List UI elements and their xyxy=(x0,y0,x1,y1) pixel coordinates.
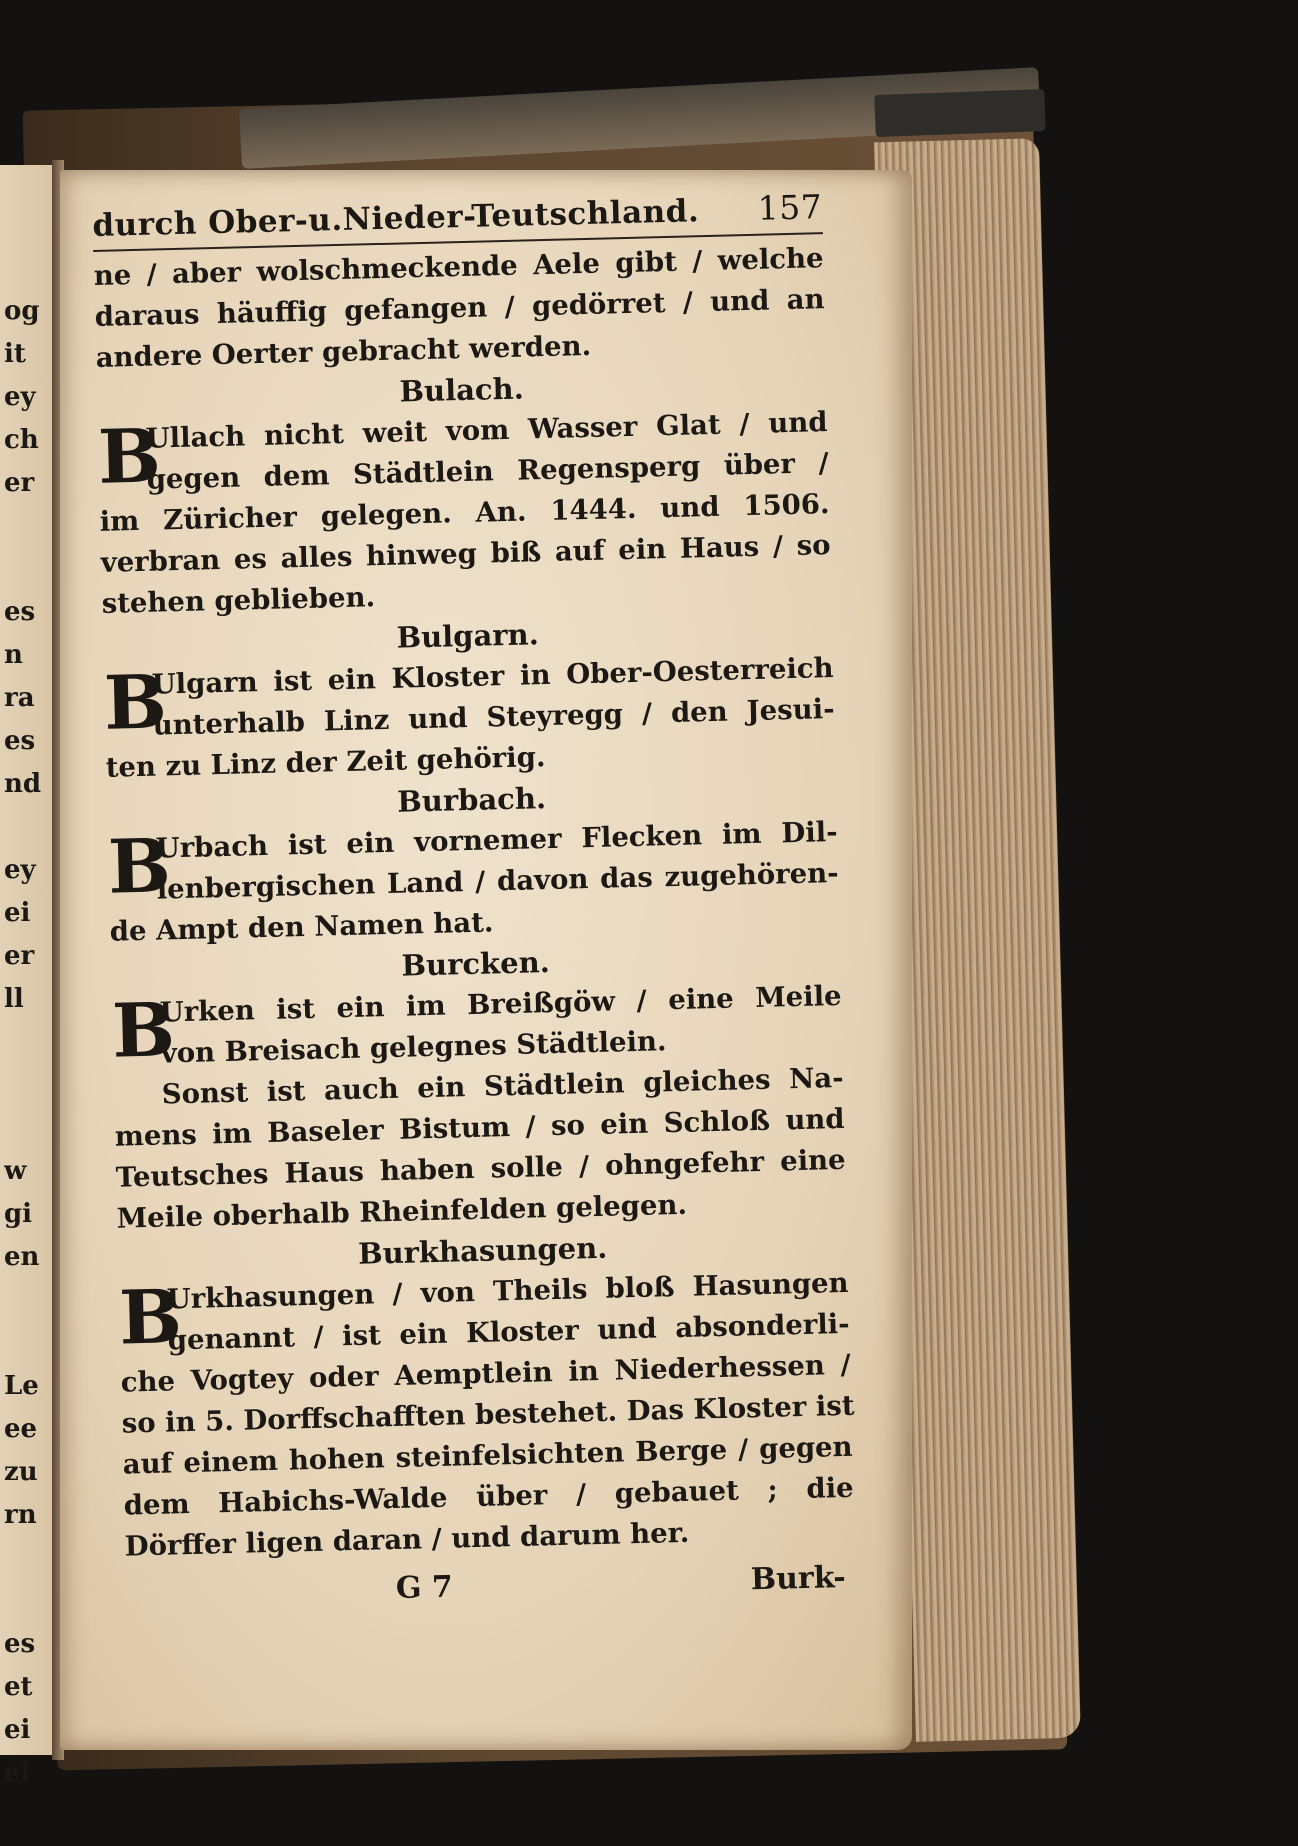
left-page-fragment xyxy=(4,1580,52,1623)
text-line: Teutsches Haus haben solle / ohngefehr eine xyxy=(115,1143,846,1194)
left-page-fragment: ey xyxy=(4,855,36,885)
text-line: im Züricher gelegen. An. 1444. und 1506. xyxy=(99,488,830,538)
entry-heading: Bulach. xyxy=(399,371,525,409)
left-page-fragment xyxy=(4,1021,52,1064)
text-line: so in 5. Dorffschafften bestehet. Das Kloster ist xyxy=(121,1389,855,1440)
left-page-fragment: og xyxy=(4,296,40,326)
drop-cap: B xyxy=(97,413,162,501)
left-page-text-fragments xyxy=(4,290,52,1795)
left-page-fragment: w xyxy=(4,1156,27,1186)
text-line: gegen dem Städtlein Regensperg über / xyxy=(146,447,829,496)
opening-lines xyxy=(155,812,839,911)
text-line: andere Oerter gebracht werden. xyxy=(95,329,592,374)
left-page-fragment xyxy=(4,548,52,591)
entry-heading: Burcken. xyxy=(401,945,551,983)
text-line: genannt / ist ein Kloster und absonderli- xyxy=(167,1307,850,1357)
text-line: auf einem hohen steinfelsichten Berge / gegen xyxy=(122,1430,853,1481)
entry-bulach xyxy=(96,361,832,625)
text-line: daraus häuffig gefangen / gedörret / und an xyxy=(94,283,825,333)
left-page-fragment xyxy=(4,1279,52,1322)
left-page-fragment xyxy=(4,1064,52,1107)
catchword: Burk- xyxy=(750,1559,847,1598)
left-page-fragment: ch xyxy=(4,425,39,455)
text-line: Sonst ist auch ein Städtlein gleiches Na- xyxy=(161,1061,844,1111)
left-page-fragment: ey xyxy=(4,382,36,412)
left-page-fragment: ei xyxy=(4,898,31,928)
text-line: Dörffer ligen daran / und darum her. xyxy=(124,1516,690,1563)
left-page-fragment: nd xyxy=(4,769,42,799)
intro-paragraph xyxy=(93,238,826,379)
text-line: Meile oberhalb Rheinfelden gelegen. xyxy=(116,1188,688,1235)
left-page-fragment: er xyxy=(4,941,35,971)
page-number: 157 xyxy=(757,187,823,228)
left-page-fragment xyxy=(4,1537,52,1580)
left-page-fragment: rn xyxy=(4,1500,37,1530)
spine-cap xyxy=(874,89,1045,137)
text-line: verbran es alles hinweg biß auf ein Haus / so xyxy=(100,529,831,579)
entry-burcken xyxy=(110,935,847,1240)
text-line: stehen geblieben. xyxy=(101,581,376,620)
drop-cap: B xyxy=(111,987,176,1075)
entry-bulgarn xyxy=(102,607,836,789)
left-page-fragment: zu xyxy=(4,1457,38,1487)
text-line: Ullach nicht weit vom Wasser Glat / und xyxy=(145,406,828,455)
text-line: de Ampt den Namen hat. xyxy=(109,906,494,948)
text-line: Urken ist ein im Breißgöw / eine Meile xyxy=(159,979,842,1029)
left-page-fragment: er xyxy=(4,468,35,498)
entry-heading: Burbach. xyxy=(396,781,547,819)
left-page-fragment: el xyxy=(4,1758,31,1788)
text-line: ten zu Linz der Zeit gehörig. xyxy=(105,741,546,784)
left-page-fragment: es xyxy=(4,726,36,756)
left-page-fragment: gi xyxy=(4,1199,33,1229)
left-page-fragment: n xyxy=(4,640,23,670)
entry-burbach xyxy=(106,771,840,953)
opening-lines xyxy=(151,648,835,747)
text-line: ne / aber wolschmeckende Aele gibt / welche xyxy=(93,242,824,292)
left-page-fragment xyxy=(4,505,52,548)
text-line: che Vogtey oder Aemptlein in Niederhessen / xyxy=(120,1348,851,1399)
text-line: Ulgarn ist ein Kloster in Ober-Oesterreich xyxy=(151,652,834,701)
left-page-fragment: Le xyxy=(4,1371,39,1401)
left-page-fragment: ee xyxy=(4,1414,38,1444)
entry-heading: Bulgarn. xyxy=(396,617,540,655)
text-line: mens im Baseler Bistum / so ein Schloß und xyxy=(114,1102,845,1153)
left-page-fragment xyxy=(4,1107,52,1150)
text-line: unterhalb Linz und Steyregg / den Jesui- xyxy=(152,693,835,742)
left-page-fragment: it xyxy=(4,339,26,369)
text-line: Urkhasungen / von Theils bloß Hasungen xyxy=(166,1266,849,1316)
entry-burkhasungen xyxy=(117,1222,855,1568)
text-line: lenbergischen Land / davon das zugehören- xyxy=(156,856,839,906)
left-page-fragment: ra xyxy=(4,683,35,713)
page-content xyxy=(92,187,856,1612)
left-page-fragment xyxy=(4,806,52,849)
drop-cap: B xyxy=(107,823,172,911)
drop-cap: B xyxy=(103,659,168,747)
left-page-fragment: ll xyxy=(4,984,24,1014)
left-page-fragment: ei xyxy=(4,1715,31,1745)
text-line: Urbach ist ein vornemer Flecken im Dil- xyxy=(155,815,838,865)
left-page-fragment: et xyxy=(4,1672,33,1702)
left-page-fragment xyxy=(4,1322,52,1365)
text-line: dem Habichs-Walde über / gebauet ; die xyxy=(123,1471,854,1522)
left-page-fragment: es xyxy=(4,1629,36,1659)
signature-mark: G 7 xyxy=(395,1569,454,1606)
left-page-fragment: es xyxy=(4,597,36,627)
left-page-fragment: en xyxy=(4,1242,40,1272)
entry-heading: Burkhasungen. xyxy=(357,1230,608,1271)
drop-cap: B xyxy=(118,1274,183,1362)
text-line: von Breisach gelegnes Städtlein. xyxy=(160,1025,667,1070)
running-title: durch Ober-u.Nieder-Teutschland. xyxy=(92,193,700,244)
